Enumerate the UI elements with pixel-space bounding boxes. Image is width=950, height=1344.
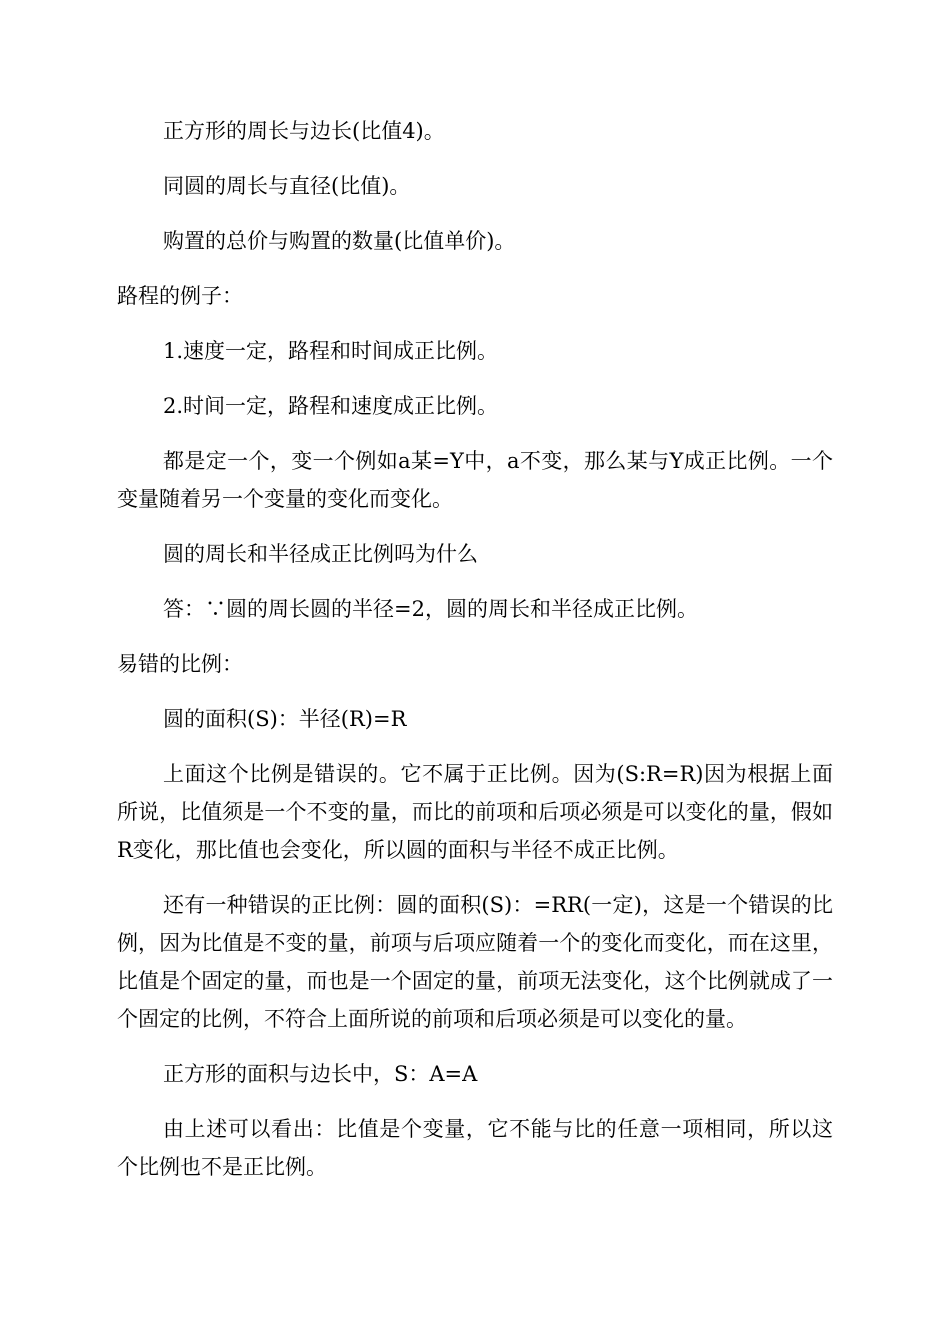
- paragraph-square-perimeter: 正方形的周长与边长(比值4)。: [163, 119, 445, 143]
- paragraph-square-area: 正方形的面积与边长中，S：A=A: [163, 1062, 478, 1086]
- paragraph-area-ratio: 圆的面积(S)：半径(R)=R: [163, 707, 407, 731]
- paragraph-conclusion: 由上述可以看出：比值是个变量，它不能与比的任意一项相同，所以这个比例也不是正比例。: [117, 1117, 833, 1179]
- paragraph-purchase-price: 购置的总价与购置的数量(比值单价)。: [163, 229, 516, 253]
- paragraph-circle-circumference: 同圆的周长与直径(比值)。: [163, 174, 411, 198]
- heading-common-mistakes: 易错的比例：: [117, 652, 243, 676]
- paragraph-error-explanation: 上面这个比例是错误的。它不属于正比例。因为(S:R=R)因为根据上面所说，比值须是一个不变的量，而比的前项和后项必须是可以变化的量，假如R变化，那比值也会变化，所以圆的面积与半径不成正比例。: [117, 762, 833, 862]
- paragraph-example-1: 1.速度一定，路程和时间成正比例。: [163, 339, 499, 363]
- paragraph-another-error: 还有一种错误的正比例：圆的面积(S)：=RR(一定)，这是一个错误的比例，因为比值是不变的量，前项与后项应随着一个的变化而变化，而在这里，比值是个固定的量，而也是一个固定的量，前项无法变化，这个比例就成了一个固定的比例，不符合上面所说的前项和后项必须是可以变化的量。: [117, 893, 833, 1031]
- heading-distance-examples: 路程的例子：: [117, 284, 243, 308]
- paragraph-summary: 都是定一个，变一个例如a某=Y中，a不变，那么某与Y成正比例。一个变量随着另一个变量的变化而变化。: [117, 449, 833, 511]
- document-body: [117, 112, 833, 1203]
- paragraph-answer: 答：∵圆的周长圆的半径=2，圆的周长和半径成正比例。: [163, 597, 698, 621]
- paragraph-question: 圆的周长和半径成正比例吗为什么: [163, 542, 478, 566]
- paragraph-example-2: 2.时间一定，路程和速度成正比例。: [163, 394, 499, 418]
